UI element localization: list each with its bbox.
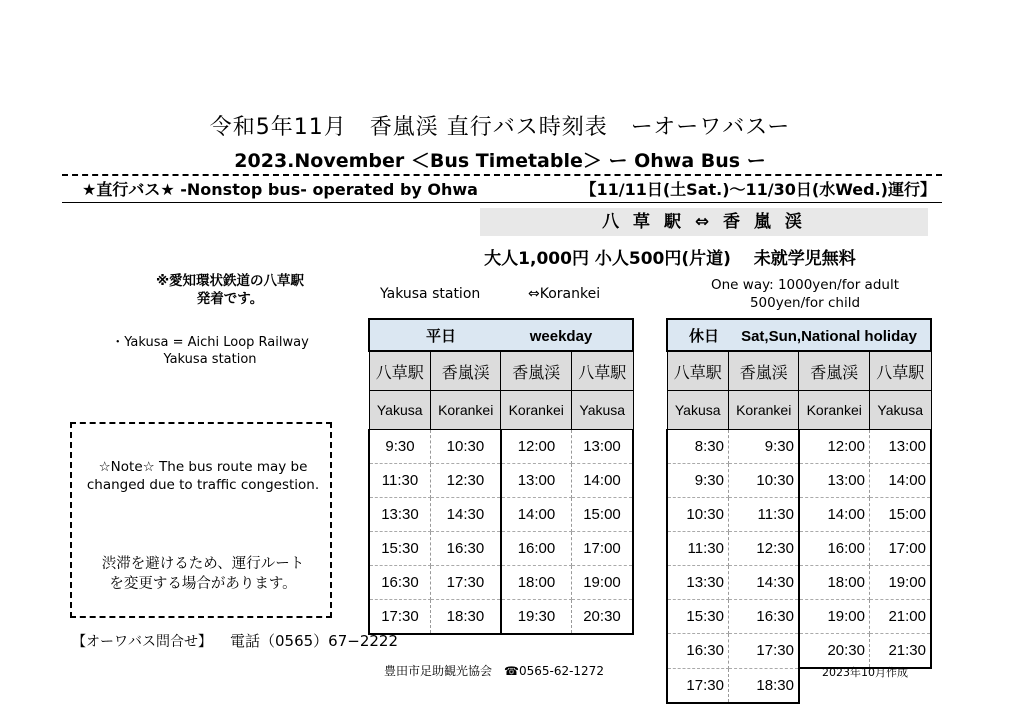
time-cell: 12:00 — [501, 430, 572, 464]
time-cell: 17:30 — [728, 634, 799, 669]
weekday-header-jp: 平日 — [425, 327, 456, 345]
holiday-header-jp: 休日 — [688, 327, 719, 345]
created-date: 2023年10月作成 — [822, 666, 908, 679]
time-cell: 12:00 — [799, 430, 870, 464]
time-cell: 9:30 — [728, 430, 799, 464]
time-cell: 10:30 — [430, 430, 501, 464]
traffic-note-en-line: ☆Note☆ The bus route may be — [98, 459, 308, 475]
table-row — [667, 532, 931, 566]
station-note-jp-line: 発着です。 — [196, 291, 264, 307]
page-title-en: 2023.November ＜Bus Timetable＞ ー Ohwa Bus ー — [234, 150, 766, 172]
oneway-fare-en — [690, 276, 920, 312]
traffic-note-en-line: changed due to traffic congestion. — [86, 477, 320, 493]
time-cell: 16:30 — [667, 634, 728, 669]
time-cell: 17:30 — [667, 668, 728, 703]
service-banner — [62, 178, 942, 203]
time-cell: 19:00 — [799, 600, 870, 634]
time-cell: 14:00 — [501, 498, 572, 532]
station-cell: 八草駅 — [667, 351, 728, 391]
station-label-left: Yakusa station — [380, 286, 481, 302]
table-row — [369, 430, 633, 464]
station-cell: 八草駅 — [572, 351, 634, 391]
time-cell: 8:30 — [667, 430, 728, 464]
dashed-divider — [62, 174, 942, 176]
traffic-note-jp-line: 渋滞を避けるため、運行ルート — [101, 556, 305, 572]
contact-info — [72, 630, 398, 651]
time-cell: 15:00 — [572, 498, 634, 532]
table-row — [667, 464, 931, 498]
time-cell: 18:00 — [799, 566, 870, 600]
fare-info: 大人1,000円 小人500円(片道) 未就学児無料 — [484, 249, 856, 269]
station-cell: Korankei — [728, 391, 799, 430]
traffic-note-box — [70, 422, 332, 618]
time-cell: 14:00 — [870, 464, 932, 498]
route-heading: 八 草 駅 ⇔ 香 嵐 渓 — [480, 208, 928, 236]
time-cell: 13:30 — [667, 566, 728, 600]
table-row — [667, 600, 931, 634]
time-cell: 14:30 — [430, 498, 501, 532]
traffic-note-jp-line: を変更する場合があります。 — [109, 576, 297, 592]
station-cell: Korankei — [430, 391, 501, 430]
holiday-station-jp-row — [667, 351, 931, 391]
weekday-station-en-row — [369, 391, 633, 430]
station-note-en-line: ・Yakusa = Aichi Loop Railway — [111, 335, 309, 350]
time-cell: 9:30 — [369, 430, 430, 464]
station-note-en-line: Yakusa station — [163, 352, 257, 367]
holiday-times — [667, 430, 931, 703]
table-row — [369, 532, 633, 566]
banner-left: ★直行バス★ -Nonstop bus- operated by Ohwa — [82, 180, 478, 199]
time-cell: 21:30 — [870, 634, 932, 669]
banner-period: 【11/11日(土Sat.)～11/30日(水Wed.)運行】 — [580, 180, 936, 199]
weekday-timetable — [368, 318, 634, 635]
time-cell: 10:30 — [667, 498, 728, 532]
time-cell: 12:30 — [430, 464, 501, 498]
station-note-jp — [100, 272, 360, 308]
station-cell: Yakusa — [369, 391, 430, 430]
time-cell: 13:30 — [369, 498, 430, 532]
time-cell: 17:00 — [572, 532, 634, 566]
weekday-header-en: weekday — [529, 327, 593, 345]
time-cell: 10:30 — [728, 464, 799, 498]
weekday-times — [369, 430, 633, 635]
table-row — [369, 498, 633, 532]
holiday-header-en: Sat,Sun,National holiday — [741, 327, 917, 345]
holiday-station-en-row — [667, 391, 931, 430]
station-cell: 香嵐渓 — [728, 351, 799, 391]
contact-label: 【オーワバス問合せ】 — [72, 634, 212, 650]
page-title-jp: 令和5年11月 香嵐渓 直行バス時刻表 ーオーワバスー — [209, 115, 791, 140]
station-note-jp-line: ※愛知環状鉄道の八草駅 — [155, 273, 305, 289]
table-row — [369, 566, 633, 600]
time-cell: 11:30 — [728, 498, 799, 532]
traffic-note-jp — [80, 554, 326, 594]
oneway-line: One way: 1000yen/for adult — [711, 277, 899, 293]
station-cell: 香嵐渓 — [430, 351, 501, 391]
table-row — [667, 634, 931, 669]
station-cell: Yakusa — [572, 391, 634, 430]
table-row — [667, 566, 931, 600]
table-row — [369, 600, 633, 635]
time-cell: 14:30 — [728, 566, 799, 600]
oneway-line: 500yen/for child — [749, 295, 861, 311]
time-cell: 14:00 — [572, 464, 634, 498]
time-cell: 13:00 — [870, 430, 932, 464]
time-cell: 11:30 — [369, 464, 430, 498]
table-row — [667, 430, 931, 464]
holiday-timetable — [666, 318, 932, 704]
table-row — [667, 498, 931, 532]
time-cell: 20:30 — [572, 600, 634, 635]
time-cell: 11:30 — [667, 532, 728, 566]
station-cell: Yakusa — [870, 391, 932, 430]
time-cell: 17:00 — [870, 532, 932, 566]
station-cell: 香嵐渓 — [799, 351, 870, 391]
station-cell: 香嵐渓 — [501, 351, 572, 391]
station-cell: Yakusa — [667, 391, 728, 430]
time-cell: 15:00 — [870, 498, 932, 532]
table-row — [369, 464, 633, 498]
time-cell: 14:00 — [799, 498, 870, 532]
time-cell: 9:30 — [667, 464, 728, 498]
station-cell: Korankei — [501, 391, 572, 430]
time-cell: 18:00 — [501, 566, 572, 600]
time-cell: 18:30 — [430, 600, 501, 635]
time-cell: 15:30 — [369, 532, 430, 566]
time-cell: 16:00 — [501, 532, 572, 566]
time-cell: 19:00 — [572, 566, 634, 600]
time-cell: 16:00 — [799, 532, 870, 566]
holiday-header — [667, 319, 931, 351]
traffic-note-en — [80, 458, 326, 494]
station-note-en — [90, 334, 330, 368]
station-label-right: ⇔Korankei — [528, 286, 601, 302]
time-cell: 19:00 — [870, 566, 932, 600]
time-cell: 19:30 — [501, 600, 572, 635]
contact-phone: 電話（0565）67−2222 — [230, 632, 399, 650]
time-cell: 16:30 — [369, 566, 430, 600]
time-cell: 12:30 — [728, 532, 799, 566]
weekday-header — [369, 319, 633, 351]
time-cell: 16:30 — [728, 600, 799, 634]
time-cell: 17:30 — [430, 566, 501, 600]
station-cell: Korankei — [799, 391, 870, 430]
time-cell: 15:30 — [667, 600, 728, 634]
time-cell: 13:00 — [799, 464, 870, 498]
time-cell: 18:30 — [728, 668, 799, 703]
footer-association: 豊田市足助観光協会 ☎0565-62-1272 — [384, 664, 604, 678]
weekday-station-jp-row — [369, 351, 633, 391]
time-cell: 17:30 — [369, 600, 430, 635]
station-cell: 八草駅 — [870, 351, 932, 391]
time-cell: 21:00 — [870, 600, 932, 634]
time-cell: 20:30 — [799, 634, 870, 669]
time-cell: 16:30 — [430, 532, 501, 566]
station-cell: 八草駅 — [369, 351, 430, 391]
time-cell: 13:00 — [501, 464, 572, 498]
time-cell: 13:00 — [572, 430, 634, 464]
